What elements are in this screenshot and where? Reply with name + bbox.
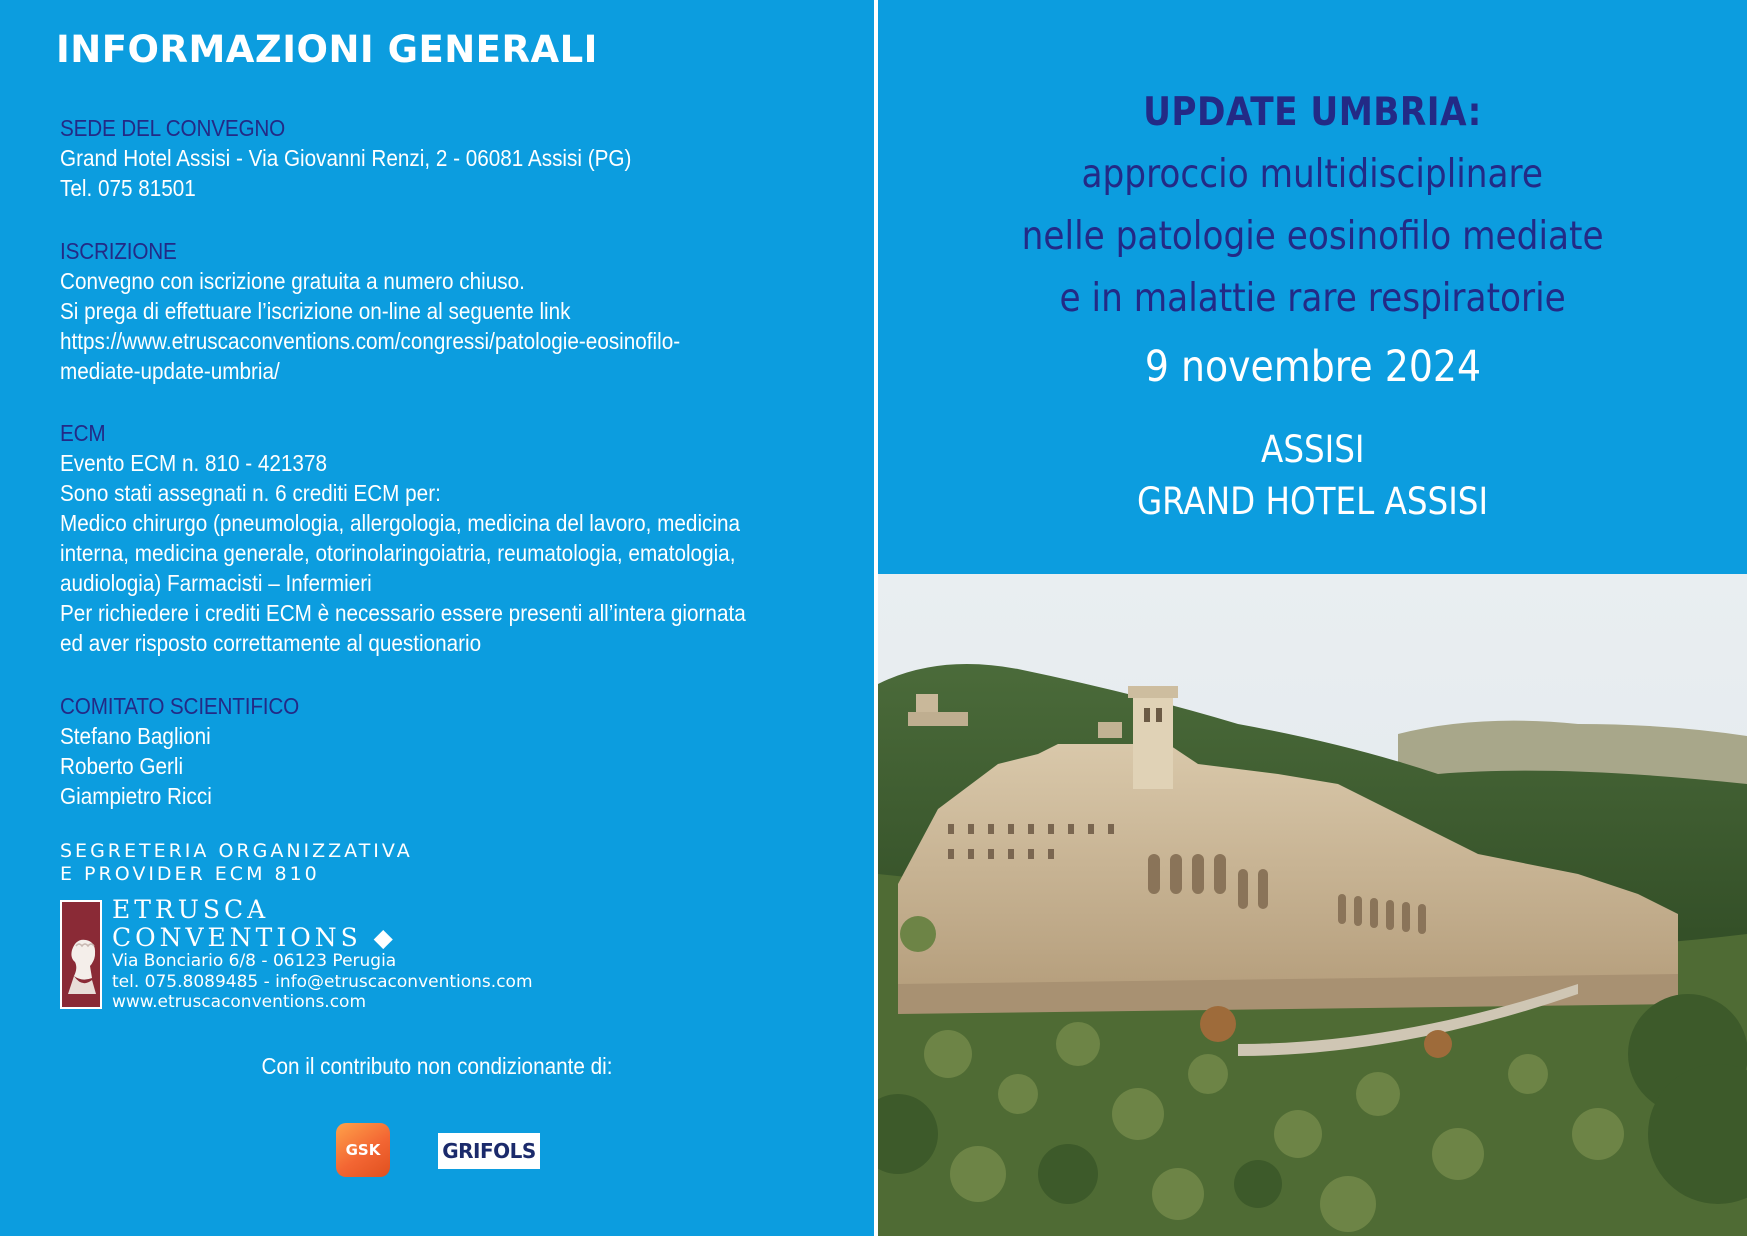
company-contact: tel. 075.8089485 - info@etruscaconventions.com	[112, 972, 533, 992]
sponsor-note	[0, 1053, 874, 1080]
ecm-line: ed aver risposto correttamente al questionario	[60, 630, 482, 656]
grifols-logo: GRIFOLS	[438, 1133, 540, 1169]
iscrizione-title: ISCRIZIONE	[60, 238, 177, 264]
iscrizione-line: Convegno con iscrizione gratuita a numero chiuso.	[60, 268, 525, 294]
event-title	[878, 82, 1747, 330]
event-date-text: 9 novembre 2024	[1144, 342, 1481, 392]
company-website[interactable]: www.etruscaconventions.com	[112, 992, 367, 1012]
event-title-line: nelle patologie eosinofilo mediate	[1021, 214, 1604, 259]
ecm-line: Sono stati assegnati n. 6 crediti ECM per:	[60, 480, 441, 506]
comitato-title: COMITATO SCIENTIFICO	[60, 693, 300, 719]
sede-section	[60, 113, 780, 203]
etrusca-logo-icon	[60, 900, 102, 1009]
event-title-line: e in malattie rare respiratorie	[1059, 276, 1566, 321]
ecm-line: Medico chirurgo (pneumologia, allergologia, medicina del lavoro, medicina	[60, 510, 741, 536]
comitato-member: Stefano Baglioni	[60, 723, 211, 749]
comitato-member: Giampietro Ricci	[60, 783, 212, 809]
ecm-line: Evento ECM n. 810 - 421378	[60, 450, 327, 476]
registration-link-cont[interactable]: mediate-update-umbria/	[60, 358, 280, 384]
ecm-section	[60, 418, 780, 658]
event-date	[878, 342, 1747, 392]
sede-address: Grand Hotel Assisi - Via Giovanni Renzi, 2 - 06081 Assisi (PG)	[60, 145, 632, 171]
sede-title: SEDE DEL CONVEGNO	[60, 115, 286, 141]
segreteria-line: E PROVIDER ECM 810	[60, 863, 320, 885]
comitato-section	[60, 691, 780, 811]
sede-phone: Tel. 075 81501	[60, 175, 196, 201]
company-name-line1: ETRUSCA	[112, 895, 270, 924]
company-name	[112, 896, 397, 952]
segreteria-label	[60, 840, 413, 886]
ecm-line: interna, medicina generale, otorinolaringoiatria, reumatologia, ematologia,	[60, 540, 736, 566]
event-venue-text: GRAND HOTEL ASSISI	[1136, 480, 1489, 523]
event-title-line: UPDATE UMBRIA:	[1143, 90, 1482, 135]
gsk-logo: GSK	[336, 1123, 390, 1177]
event-city-text: ASSISI	[1260, 428, 1365, 471]
iscrizione-section	[60, 236, 780, 386]
event-city	[878, 424, 1747, 476]
event-title-line: approccio multidisciplinare	[1081, 152, 1544, 197]
sponsor-note-text: Con il contributo non condizionante di:	[261, 1053, 613, 1079]
assisi-landscape-image	[878, 574, 1747, 1236]
company-name-line2: CONVENTIONS ◆	[112, 923, 397, 952]
event-venue	[878, 476, 1747, 528]
ecm-line: Per richiedere i crediti ECM è necessario essere presenti all’intera giornata	[60, 600, 746, 626]
comitato-member: Roberto Gerli	[60, 753, 184, 779]
ecm-title: ECM	[60, 420, 106, 446]
segreteria-line: SEGRETERIA ORGANIZZATIVA	[60, 840, 413, 862]
ecm-line: audiologia) Farmacisti – Infermieri	[60, 570, 372, 596]
iscrizione-line: Si prega di effettuare l’iscrizione on-line al seguente link	[60, 298, 571, 324]
info-heading: INFORMAZIONI GENERALI	[56, 28, 598, 71]
company-address: Via Bonciario 6/8 - 06123 Perugia	[112, 951, 397, 971]
registration-link[interactable]: https://www.etruscaconventions.com/congressi/patologie-eosinofilo-	[60, 328, 681, 354]
